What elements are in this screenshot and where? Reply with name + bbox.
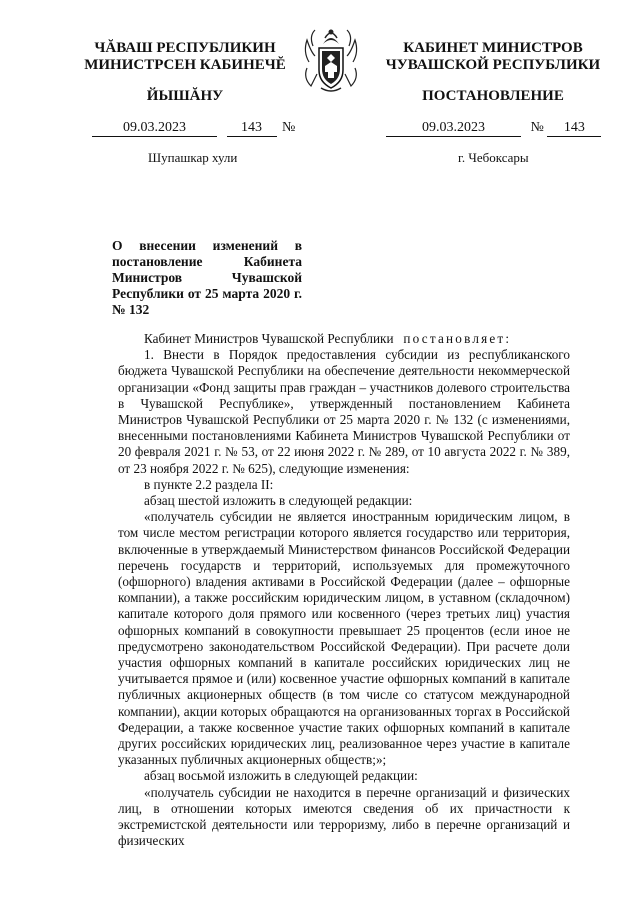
number-left: 143: [227, 120, 277, 137]
header-right-line-1: КАБИНЕТ МИНИСТРОВ: [403, 40, 583, 56]
body-intro-prefix: Кабинет Министров Чувашской Республики: [144, 331, 394, 346]
city-right: г. Чебоксары: [458, 150, 529, 165]
number-sign-right: №: [530, 120, 544, 135]
body-paragraph-2: в пункте 2.2 раздела II:: [144, 476, 274, 492]
header-left-line-1: ЧĂВАШ РЕСПУБЛИКИН: [94, 40, 276, 56]
number-sign-left: №: [282, 120, 296, 135]
body-paragraph-3: абзац шестой изложить в следующей редакции:: [144, 493, 413, 509]
header-right: [378, 40, 608, 74]
document-subject: О внесении изменений в постановление Кабинета Министров Чувашской Республики от 25 марта 2020 г. № 132: [112, 238, 302, 317]
header-left-title: ЙЫШĂНУ: [146, 88, 224, 104]
body-paragraph-1: 1. Внести в Порядок предоставления субсидии из республиканского бюджета Чувашской Республики на обеспечение деятельности некоммерческой организации «Фонд защиты прав граждан – участников долевого строительства в Чувашской Республике», утвержденный постановлением Кабинета Министров Чувашской Республики от 25 марта 2020 г. № 132 (с изменениями, внесенными постановлениями Кабинета Министров Чувашской Республики от 20 февраля 2021 г. № 53, от 22 июня 2022 г. № 289, от 10 августа 2022 г. № 389, от 23 ноября 2022 г. № 625), следующие изменения:: [118, 347, 570, 476]
number-right: 143: [547, 120, 601, 137]
city-left: Шупашкар хули: [148, 150, 238, 165]
body-paragraph-4: «получатель субсидии не является иностранным юридическим лицом, в том числе местом регистрации которого является государство или территория, включенные в утверждаемый Министерством финансов Российской Федерации перечень государств и территорий, используемых для промежуточного (офшорного) владения активами в Российской Федерации (далее – офшорные компании), а также российским юридическим лицом, в уставном (складочном) капитале которого доля прямого или косвенного (через третьих лиц) участия офшорных компаний в совокупности превышает 25 процентов (если иное не предусмотрено законодательством Российской Федерации). При расчете доли участия офшорных компаний в капитале российских юридических лиц не учитывается прямое и (или) косвенное участие офшорных компаний в капитале публичных акционерных обществ (в том числе со статусом международной компании), акции которых обращаются на организованных торгах в Российской Федерации, а также косвенное участие таких офшорных компаний в капитале других российских юридических лиц, реализованное через участие в капитале указанных публичных акционерных обществ;»;: [118, 509, 570, 768]
body-paragraph-5: абзац восьмой изложить в следующей редакции:: [144, 768, 418, 784]
body-paragraph-6: «получатель субсидии не находится в перечне организаций и физических лиц, в отношении которых имеются сведения об их причастности к экстремистской деятельности или терроризму, либо в перечне организаций и физических: [118, 784, 570, 849]
header-left: [70, 40, 300, 74]
document-body: [118, 331, 570, 850]
body-intro-spaced: постановляет:: [403, 331, 512, 346]
header-right-line-2: ЧУВАШСКОЙ РЕСПУБЛИКИ: [385, 57, 601, 73]
body-intro: [118, 331, 570, 347]
date-line-right: [386, 120, 601, 138]
date-line-left: [92, 120, 295, 138]
header-right-title: ПОСТАНОВЛЕНИЕ: [422, 88, 564, 104]
coat-of-arms-icon: [299, 22, 363, 96]
date-right: 09.03.2023: [386, 120, 521, 137]
date-left: 09.03.2023: [92, 120, 217, 137]
header-left-line-2: МИНИСТРСЕН КАБИНЕЧĔ: [84, 57, 286, 73]
